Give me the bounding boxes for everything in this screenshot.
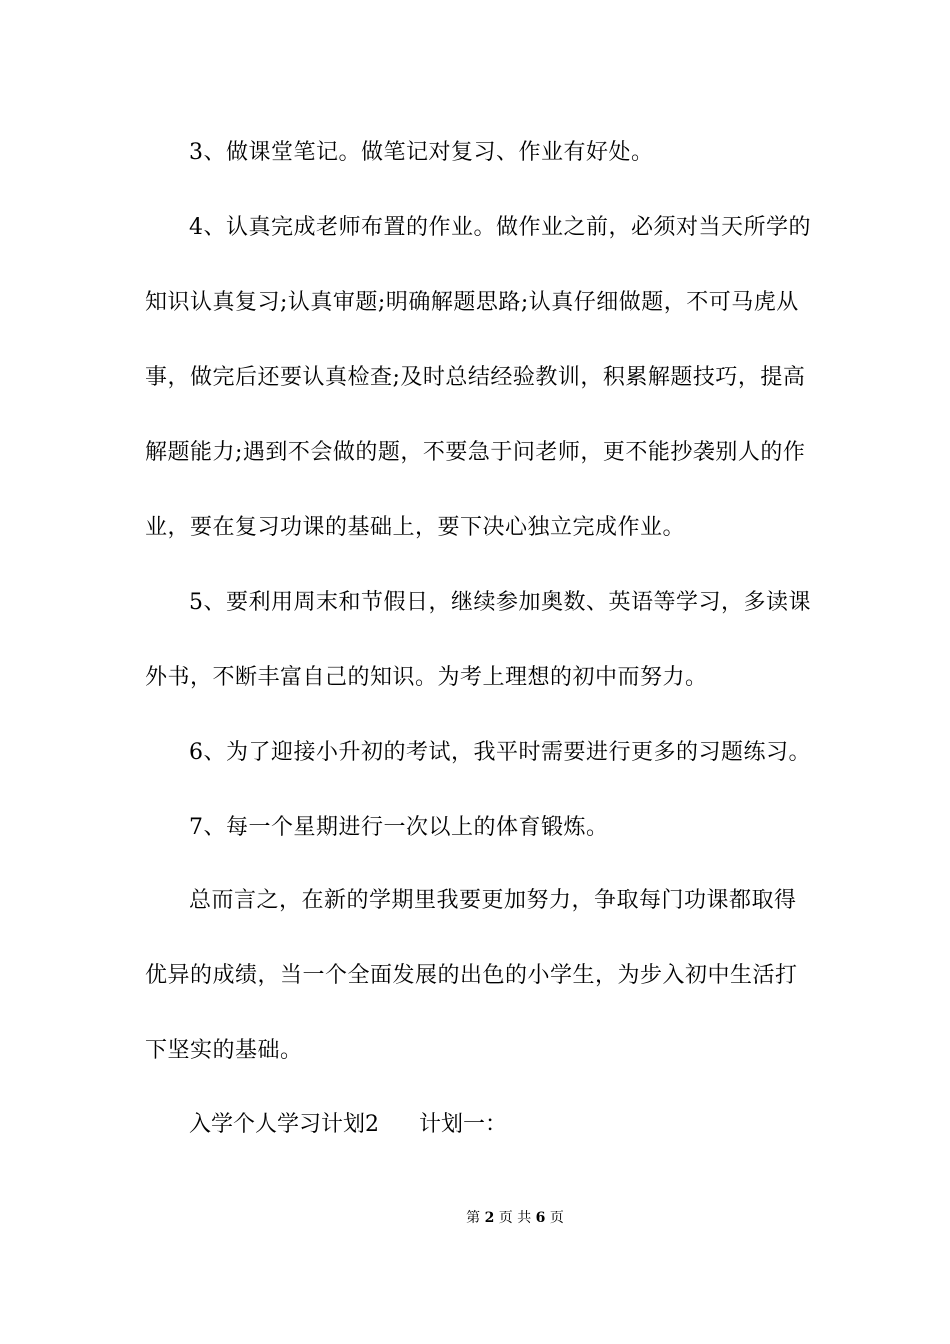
section-title: 入学个人学习计划2 [189,1112,379,1137]
paragraph-line: 外书，不断丰富自己的知识。为考上理想的初中而努力。 [145,665,708,690]
paragraph-line: 6、为了迎接小升初的考试，我平时需要进行更多的习题练习。 [189,740,811,765]
paragraph-line: 3、做课堂笔记。做笔记对复习、作业有好处。 [189,140,654,165]
paragraph-line: 下坚实的基础。 [145,1038,303,1063]
paragraph-line: 总而言之，在新的学期里我要更加努力，争取每门功课都取得 [189,888,797,913]
section-subtitle: 计划一： [419,1112,508,1137]
page-footer [0,1209,950,1227]
current-page-number: 2 [484,1210,495,1226]
footer-prefix: 第 [466,1210,481,1226]
paragraph-line: 优异的成绩，当一个全面发展的出色的小学生，为步入初中生活打 [145,963,798,988]
paragraph-line: 7、每一个星期进行一次以上的体育锻炼。 [189,815,609,840]
paragraph-line: 业，要在复习功课的基础上，要下决心独立完成作业。 [145,515,686,540]
footer-middle: 页 共 [498,1210,532,1226]
total-page-count: 6 [535,1210,546,1226]
paragraph-line: 解题能力;遇到不会做的题，不要急于问老师，更不能抄袭别人的作 [145,440,806,465]
footer-suffix: 页 [549,1210,564,1226]
paragraph-line: 5、要利用周末和节假日，继续参加奥数、英语等学习，多读课 [189,590,811,615]
paragraph-line: 4、认真完成老师布置的作业。做作业之前，必须对当天所学的 [189,215,811,240]
section-heading [189,1110,507,1140]
paragraph-line: 事，做完后还要认真检查;及时总结经验教训，积累解题技巧，提高 [145,365,806,390]
paragraph-line: 知识认真复习;认真审题;明确解题思路;认真仔细做题，不可马虎从 [145,290,799,315]
